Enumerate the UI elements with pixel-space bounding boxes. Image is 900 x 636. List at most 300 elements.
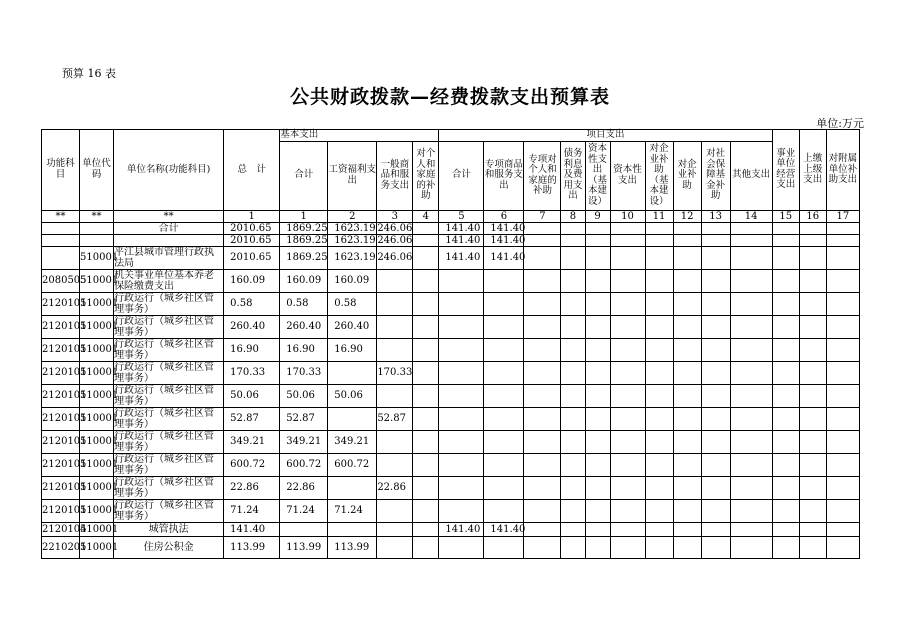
cell-empty [585,361,610,384]
index-cell: 3 [377,210,413,222]
col-total: 总 计 [224,130,280,211]
cell-name: 合计 [114,222,224,234]
cell-empty [826,476,859,499]
cell-p_goods: 141.40 [484,522,524,536]
cell-empty [610,269,645,292]
cell-goods [377,522,413,536]
cell-empty [610,361,645,384]
cell-empty [413,361,439,384]
cell-empty [645,407,673,430]
table-row [42,407,860,430]
cell-empty [561,522,585,536]
cell-empty [826,384,859,407]
cell-empty [524,361,561,384]
cell-empty [561,269,585,292]
cell-empty [730,384,772,407]
cell-goods: 170.33 [377,361,413,384]
cell-empty [645,338,673,361]
cell-empty [585,315,610,338]
cell-unit: 510001 [80,361,114,384]
cell-empty [730,430,772,453]
index-cell: 1 [224,210,280,222]
cell-empty [561,338,585,361]
cell-total: 2010.65 [224,246,280,269]
cell-func: 2210201 [42,536,80,558]
cell-empty [730,522,772,536]
cell-empty [799,315,826,338]
index-cell: 13 [701,210,730,222]
cell-empty [561,407,585,430]
cell-empty [413,430,439,453]
col-unit-name: 单位名称(功能科目) [114,130,224,211]
cell-p_goods: 141.40 [484,222,524,234]
cell-empty [561,536,585,558]
cell-unit [80,222,114,234]
index-cell: ** [114,210,224,222]
index-cell: 4 [413,210,439,222]
cell-empty [673,361,701,384]
index-cell: 8 [561,210,585,222]
cell-empty [610,292,645,315]
cell-empty [730,234,772,246]
cell-name: 行政运行（城乡社区管理事务） [114,499,224,522]
cell-p_goods [484,476,524,499]
cell-unit: 510001 [80,536,114,558]
cell-p_sum: 141.40 [439,522,484,536]
col-capital-build: 资本性支出（基本建设） [585,141,610,210]
cell-empty [524,292,561,315]
index-cell: 6 [484,210,524,222]
cell-empty [772,222,799,234]
cell-empty [799,536,826,558]
cell-func: 2120101 [42,384,80,407]
cell-empty [673,430,701,453]
cell-empty [610,407,645,430]
cell-b_sum: 1869.25 [280,234,328,246]
cell-empty [645,536,673,558]
cell-empty [799,234,826,246]
cell-empty [585,430,610,453]
cell-unit: 510001 [80,523,119,535]
cell-func [42,246,80,269]
cell-p_sum [439,536,484,558]
cell-empty [413,476,439,499]
cell-empty [701,292,730,315]
index-cell: 10 [610,210,645,222]
cell-empty [799,338,826,361]
cell-empty [826,246,859,269]
cell-func: 2120101 [42,361,80,384]
cell-empty [645,246,673,269]
cell-empty [701,407,730,430]
col-unit-code: 单位代码 [80,130,114,211]
cell-name: 平江县城市管理行政执法局 [114,246,224,269]
cell-empty [610,338,645,361]
cell-empty [561,384,585,407]
cell-b_sum: 349.21 [280,430,328,453]
cell-empty [826,453,859,476]
cell-empty [585,453,610,476]
cell-empty [772,522,799,536]
unit-label: 单位:万元 [816,117,864,130]
cell-func: 2120101 [42,292,80,315]
cell-empty [413,315,439,338]
cell-b_sum: 16.90 [280,338,328,361]
cell-name: 行政运行（城乡社区管理事务） [114,476,224,499]
cell-empty [645,269,673,292]
cell-empty [673,522,701,536]
cell-empty [826,430,859,453]
index-cell: 5 [439,210,484,222]
cell-salary: 349.21 [328,430,377,453]
cell-empty [799,453,826,476]
cell-goods [377,430,413,453]
cell-empty [561,222,585,234]
cell-unit: 510001 [80,246,114,269]
cell-empty [772,536,799,558]
cell-empty [610,384,645,407]
cell-empty [799,476,826,499]
cell-empty [645,476,673,499]
cell-p_sum [439,430,484,453]
cell-empty [799,361,826,384]
cell-goods [377,338,413,361]
col-ent-subsidy: 对企业补助 [673,141,701,210]
cell-b_sum: 71.24 [280,499,328,522]
table-row [42,384,860,407]
cell-empty [826,292,859,315]
cell-empty [730,499,772,522]
cell-empty [772,407,799,430]
cell-p_sum [439,315,484,338]
cell-empty [673,536,701,558]
cell-name: 行政运行（城乡社区管理事务） [114,384,224,407]
cell-empty [772,292,799,315]
cell-empty [730,453,772,476]
cell-empty [701,269,730,292]
cell-empty [413,522,439,536]
cell-salary: 1623.19 [328,234,377,246]
cell-empty [772,338,799,361]
cell-goods [377,315,413,338]
cell-p_goods [484,430,524,453]
cell-empty [585,234,610,246]
cell-empty [701,536,730,558]
table-row [42,222,860,234]
cell-empty [701,246,730,269]
col-personal: 对个人和家庭的补助 [413,141,439,210]
cell-salary: 0.58 [328,292,377,315]
cell-empty [585,407,610,430]
cell-empty [610,453,645,476]
cell-p_goods [484,453,524,476]
cell-unit: 510001 [80,476,114,499]
cell-func: 2120101 [42,338,80,361]
cell-total: 0.58 [224,292,280,315]
cell-empty [585,522,610,536]
cell-empty [524,522,561,536]
cell-p_sum [439,384,484,407]
cell-name: 行政运行（城乡社区管理事务） [114,292,224,315]
cell-empty [413,384,439,407]
cell-p_sum: 141.40 [439,234,484,246]
cell-goods [377,499,413,522]
cell-empty [701,234,730,246]
col-func-code: 功能科目 [42,130,80,211]
cell-empty [701,476,730,499]
cell-empty [826,536,859,558]
cell-empty [645,522,673,536]
cell-empty [585,476,610,499]
cell-empty [772,269,799,292]
cell-empty [610,499,645,522]
cell-unit: 510001 [80,269,114,292]
col-social-fund: 对社会保障基金补助 [701,141,730,210]
cell-total: 349.21 [224,430,280,453]
cell-func: 2080505 [42,269,80,292]
cell-b_sum: 160.09 [280,269,328,292]
cell-p_goods: 141.40 [484,246,524,269]
cell-salary [328,476,377,499]
index-cell: 15 [772,210,799,222]
cell-b_sum: 600.72 [280,453,328,476]
cell-empty [772,384,799,407]
table-row [42,338,860,361]
cell-unit: 510001 [80,499,114,522]
cell-name: 行政运行（城乡社区管理事务） [114,453,224,476]
cell-name: 行政运行（城乡社区管理事务） [114,315,224,338]
cell-name: 行政运行（城乡社区管理事务） [114,338,224,361]
table-row [42,269,860,292]
col-debt: 债务利息及费用支出 [561,141,585,210]
cell-empty [799,499,826,522]
index-row [42,210,860,222]
cell-p_goods [484,361,524,384]
index-cell: 1 [280,210,328,222]
cell-empty [730,222,772,234]
table-row [42,499,860,522]
cell-empty [645,361,673,384]
cell-empty [701,499,730,522]
cell-empty [413,234,439,246]
col-other: 其他支出 [730,141,772,210]
cell-empty [673,384,701,407]
cell-empty [610,430,645,453]
cell-empty [673,315,701,338]
cell-empty [772,315,799,338]
table-row [42,536,860,558]
cell-salary [328,361,377,384]
cell-func: 2120101 [42,476,80,499]
cell-empty [585,222,610,234]
cell-empty [585,246,610,269]
cell-goods [377,453,413,476]
cell-unit: 510001 [80,453,114,476]
cell-empty [701,384,730,407]
cell-empty [826,222,859,234]
cell-empty [413,407,439,430]
table-row [42,453,860,476]
cell-empty [524,453,561,476]
cell-empty [561,246,585,269]
cell-empty [524,315,561,338]
cell-empty [772,453,799,476]
index-cell: 11 [645,210,673,222]
cell-empty [730,476,772,499]
cell-unit: 510001 [80,292,114,315]
cell-empty [645,453,673,476]
cell-empty [730,315,772,338]
cell-b_sum [280,522,328,536]
cell-goods: 246.06 [377,222,413,234]
index-cell: 17 [826,210,859,222]
cell-p_sum [439,338,484,361]
cell-p_goods [484,315,524,338]
cell-empty [826,407,859,430]
cell-empty [413,292,439,315]
cell-empty [561,476,585,499]
cell-goods [377,536,413,558]
cell-name: 行政运行（城乡社区管理事务） [114,430,224,453]
cell-empty [826,315,859,338]
cell-salary: 600.72 [328,453,377,476]
cell-total: 170.33 [224,361,280,384]
cell-salary: 160.09 [328,269,377,292]
cell-empty [673,453,701,476]
cell-empty [561,315,585,338]
col-salary: 工资福利支出 [328,141,377,210]
cell-empty [799,522,826,536]
cell-empty [524,430,561,453]
cell-empty [645,292,673,315]
cell-empty [701,453,730,476]
cell-empty [730,407,772,430]
cell-func: 2120101 [42,499,80,522]
cell-salary: 16.90 [328,338,377,361]
cell-empty [673,407,701,430]
cell-empty [799,222,826,234]
cell-p_goods [484,384,524,407]
cell-goods: 52.87 [377,407,413,430]
cell-func [42,222,80,234]
cell-p_sum: 141.40 [439,246,484,269]
table-body [42,210,860,558]
col-proj-personal: 专项对个人和家庭的补助 [524,141,561,210]
cell-empty [645,234,673,246]
cell-empty [524,338,561,361]
cell-empty [673,234,701,246]
cell-empty [701,361,730,384]
cell-empty [524,246,561,269]
col-group-project: 项目支出 [439,130,772,142]
cell-goods: 246.06 [377,246,413,269]
cell-salary: 1623.19 [328,222,377,234]
col-proj-sum: 合计 [439,141,484,210]
index-cell: 7 [524,210,561,222]
cell-total: 141.40 [224,522,280,536]
cell-empty [585,269,610,292]
cell-p_goods: 141.40 [484,234,524,246]
cell-empty [826,338,859,361]
cell-p_sum [439,361,484,384]
cell-empty [610,234,645,246]
cell-empty [585,338,610,361]
cell-total: 71.24 [224,499,280,522]
cell-total: 16.90 [224,338,280,361]
cell-empty [413,499,439,522]
cell-empty [610,476,645,499]
cell-goods: 22.86 [377,476,413,499]
cell-empty [799,407,826,430]
col-upper: 上缴上级支出 [799,130,826,211]
cell-empty [799,384,826,407]
cell-empty [799,430,826,453]
cell-goods [377,384,413,407]
cell-total: 2010.65 [224,234,280,246]
cell-empty [645,430,673,453]
cell-empty [645,499,673,522]
col-ent-subsidy-build: 对企业补助（基本建设） [645,141,673,210]
cell-empty [673,269,701,292]
index-cell: 9 [585,210,610,222]
cell-empty [826,234,859,246]
cell-b_sum: 1869.25 [280,222,328,234]
cell-empty [561,453,585,476]
cell-goods [377,292,413,315]
cell-unit: 510001 [80,315,114,338]
cell-empty [799,269,826,292]
cell-empty [524,269,561,292]
cell-empty [701,315,730,338]
cell-p_goods [484,536,524,558]
cell-empty [673,222,701,234]
cell-empty [826,499,859,522]
index-cell: 16 [799,210,826,222]
cell-p_sum [439,292,484,315]
cell-total: 2010.65 [224,222,280,234]
cell-name: 机关事业单位基本养老保险缴费支出 [114,269,224,292]
cell-b_sum: 260.40 [280,315,328,338]
budget-table [41,129,860,559]
cell-empty [772,234,799,246]
cell-unit: 510001 [80,407,114,430]
cell-p_sum [439,453,484,476]
cell-empty [561,361,585,384]
cell-func [42,234,80,246]
cell-empty [561,234,585,246]
cell-salary: 71.24 [328,499,377,522]
table-row [42,246,860,269]
cell-empty [701,338,730,361]
col-basic-sum: 合计 [280,141,328,210]
cell-empty [561,499,585,522]
cell-empty [826,361,859,384]
cell-empty [799,292,826,315]
index-cell: 14 [730,210,772,222]
cell-empty [826,522,859,536]
cell-unit [80,234,114,246]
cell-empty [524,384,561,407]
cell-empty [701,430,730,453]
cell-empty [673,338,701,361]
cell-empty [730,536,772,558]
cell-func: 2120104 [42,523,87,535]
cell-empty [673,499,701,522]
cell-empty [413,338,439,361]
cell-b_sum: 0.58 [280,292,328,315]
cell-salary [328,407,377,430]
cell-empty [413,246,439,269]
